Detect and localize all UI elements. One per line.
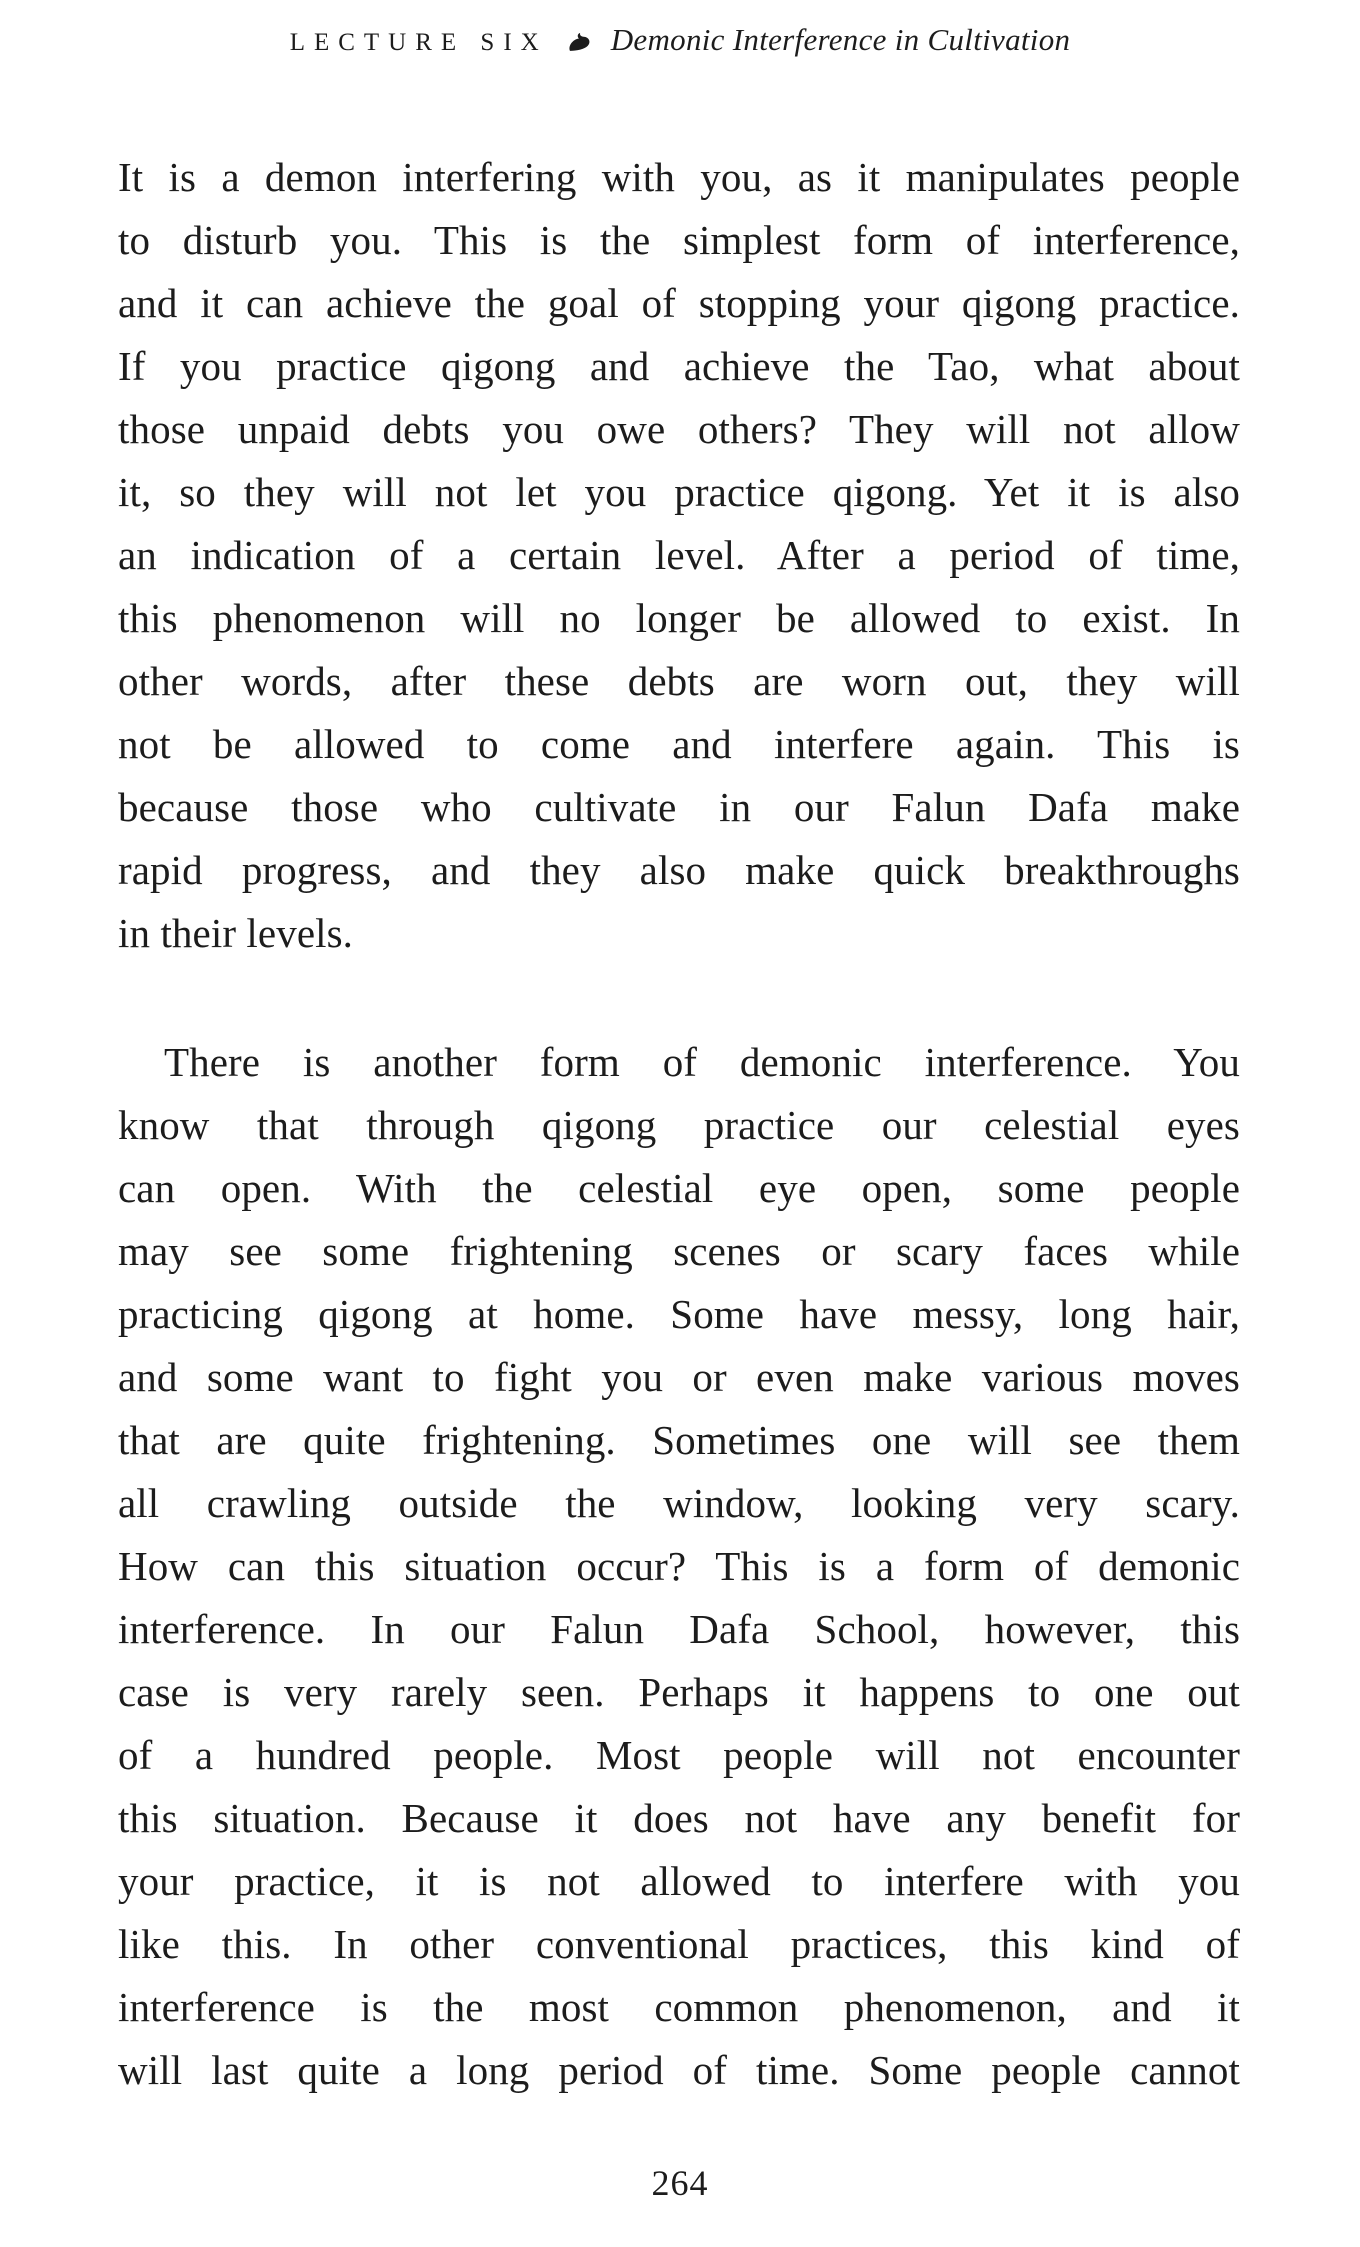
text-line: rapid progress, and they also make quick breakthroughs xyxy=(118,847,1240,893)
text-line: not be allowed to come and interfere again. This is xyxy=(118,721,1240,767)
lecture-section-label: LECTURE SIX xyxy=(289,29,548,56)
text-line: case is very rarely seen. Perhaps it happens to one out xyxy=(118,1669,1240,1715)
text-line: your practice, it is not allowed to interfere with you xyxy=(118,1858,1240,1904)
text-line: this situation. Because it does not have any benefit for xyxy=(118,1795,1240,1841)
text-line: in their levels. xyxy=(118,910,354,956)
paragraph xyxy=(118,146,1240,965)
text-line: interference is the most common phenomenon, and it xyxy=(118,1984,1240,2030)
text-line: to disturb you. This is the simplest form of interference, xyxy=(118,217,1240,263)
text-line: and it can achieve the goal of stopping your qigong practice. xyxy=(118,280,1240,326)
text-line: and some want to fight you or even make various moves xyxy=(118,1354,1240,1400)
page-number: 264 xyxy=(651,2163,709,2203)
text-line: practicing qigong at home. Some have messy, long hair, xyxy=(118,1291,1240,1337)
text-line: an indication of a certain level. After a period of time, xyxy=(118,532,1240,578)
text-line: will last quite a long period of time. Some people cannot xyxy=(118,2047,1240,2093)
fleuron-icon xyxy=(566,30,593,57)
paragraph xyxy=(118,1031,1240,2102)
text-line: If you practice qigong and achieve the Tao, what about xyxy=(118,343,1240,389)
text-line: know that through qigong practice our celestial eyes xyxy=(118,1102,1240,1148)
text-line: interference. In our Falun Dafa School, however, this xyxy=(118,1606,1240,1652)
chapter-title: Demonic Interference in Cultivation xyxy=(610,22,1071,57)
text-line: of a hundred people. Most people will not encounter xyxy=(118,1732,1240,1778)
text-line: those unpaid debts you owe others? They will not allow xyxy=(118,406,1240,452)
text-line: How can this situation occur? This is a form of demonic xyxy=(118,1543,1240,1589)
text-line: can open. With the celestial eye open, some people xyxy=(118,1165,1240,1211)
text-line: all crawling outside the window, looking very scary. xyxy=(118,1480,1240,1526)
text-line: There is another form of demonic interference. You xyxy=(164,1039,1240,1085)
text-line: may see some frightening scenes or scary faces while xyxy=(118,1228,1240,1274)
text-line: it, so they will not let you practice qigong. Yet it is also xyxy=(118,469,1240,515)
text-line: other words, after these debts are worn out, they will xyxy=(118,658,1240,704)
text-line: It is a demon interfering with you, as it manipulates people xyxy=(118,154,1240,200)
text-line: that are quite frightening. Sometimes one will see them xyxy=(118,1417,1240,1463)
text-line: this phenomenon will no longer be allowed to exist. In xyxy=(118,595,1240,641)
running-header xyxy=(0,22,1360,58)
text-line: because those who cultivate in our Falun Dafa make xyxy=(118,784,1240,830)
body-text xyxy=(118,146,1240,2102)
text-line: like this. In other conventional practices, this kind of xyxy=(118,1921,1240,1967)
